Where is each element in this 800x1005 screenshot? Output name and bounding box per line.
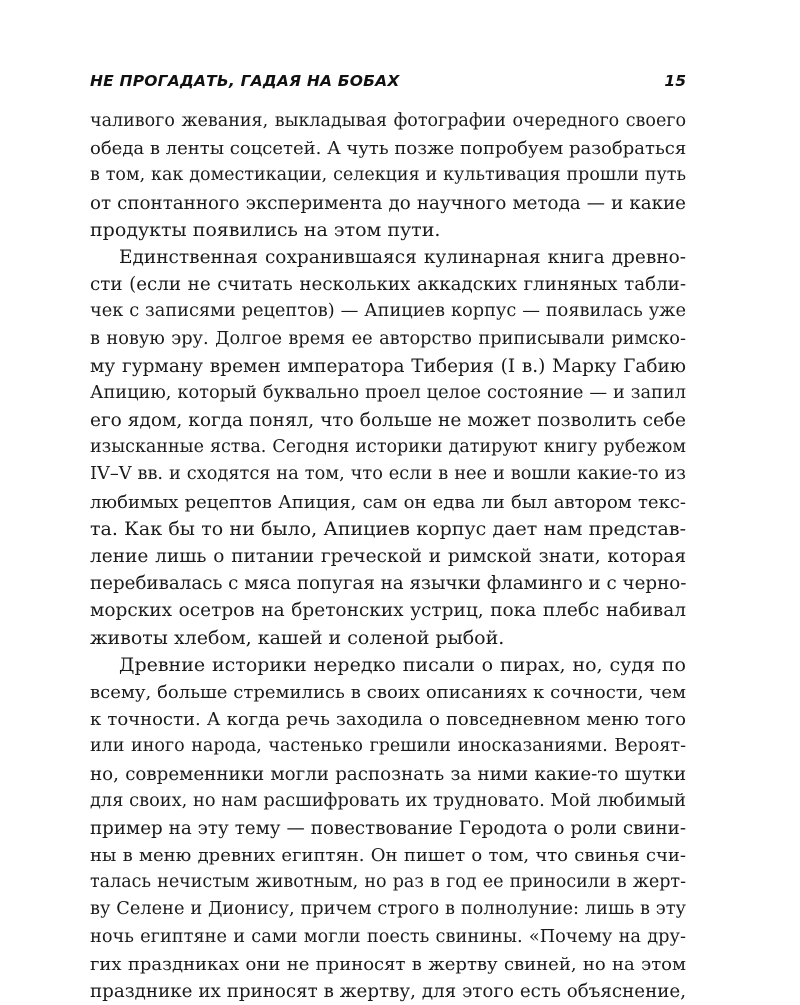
text-line: для своих, но нам расшифровать их трудновато. Мой любимый — [90, 790, 686, 811]
text-line: ночь египтяне и сами могли поесть свинины. «Почему на дру- — [90, 926, 686, 947]
text-line: Апицию, который буквально проел целое состояние — и запил — [90, 382, 686, 403]
text-line: IV–V вв. и сходятся на том, что если в нее и вошли какие-то из — [90, 464, 686, 485]
text-line: празднике их приносят в жертву, для этого есть объяснение, — [90, 981, 686, 1002]
text-line: му гурману времен императора Тиберия (I в.) Марку Габию — [90, 355, 686, 377]
text-line: но, современники могли распознать за ними какие-то шутки — [90, 763, 686, 785]
text-line: ву Селене и Дионису, причем строго в полнолуние: лишь в эту — [90, 899, 686, 920]
text-line: животы хлебом, кашей и соленой рыбой. — [90, 626, 505, 649]
text-line: изысканные яства. Сегодня историки датируют книгу рубежом — [90, 437, 686, 458]
text-line: от спонтанного эксперимента до научного метода — и какие — [90, 192, 686, 214]
text-line: или иного народа, частенько грешили иносказаниями. Вероят- — [90, 736, 686, 757]
text-line: чек с записями рецептов) — Апициев корпус — появилась уже — [90, 301, 686, 322]
text-line: любимых рецептов Апиция, сам он едва ли был автором текс- — [90, 491, 686, 513]
paragraph-first-line: Древние историки нередко писали о пирах, но, судя по — [119, 653, 686, 676]
text-line: морских осетров на бретонских устриц, пока плебс набивал — [90, 600, 686, 622]
text-line: талась нечистым животным, но раз в год ее приносили в жерт- — [90, 872, 686, 893]
text-line: чаливого жевания, выкладывая фотографии очередного своего — [90, 111, 686, 131]
text-line: продукты появились на этом пути. — [90, 218, 441, 241]
text-line: в том, как доместикации, селекция и культивация прошли путь — [90, 165, 686, 186]
text-line: ление лишь о питании греческой и римской знати, которая — [90, 546, 686, 567]
page-header — [90, 72, 686, 96]
text-line: гих праздниках они не приносят в жертву свиней, но на этом — [90, 953, 686, 975]
text-line: перебивалась с мяса попугая на язычки фламинго и с черно- — [90, 573, 686, 595]
text-line: сти (если не считать нескольких аккадских глиняных табли- — [90, 274, 686, 296]
text-line: та. Как бы то ни было, Апициев корпус дает нам представ- — [90, 517, 686, 540]
body-text — [90, 108, 686, 1005]
text-line: ны в меню древних египтян. Он пишет о том, что свинья счи- — [90, 845, 686, 867]
text-line: всему, больше стремились в своих описаниях к сочности, чем — [90, 681, 686, 703]
page-number: 15 — [664, 72, 686, 90]
text-line: к точности. А когда речь заходила о повседневном меню того — [90, 709, 686, 731]
running-title: НЕ ПРОГАДАТЬ, ГАДАЯ НА БОБАХ — [90, 72, 400, 90]
text-line: его ядом, когда понял, что больше не может позволить себе — [90, 410, 686, 432]
text-line: обеда в ленты соцсетей. А чуть позже попробуем разобраться — [90, 138, 686, 160]
text-line: в новую эру. Долгое время ее авторство приписывали римско- — [90, 328, 686, 349]
paragraph-first-line: Единственная сохранившаяся кулинарная книга древно- — [119, 246, 686, 268]
text-line: пример на эту тему — повествование Геродота о роли свини- — [90, 817, 686, 839]
